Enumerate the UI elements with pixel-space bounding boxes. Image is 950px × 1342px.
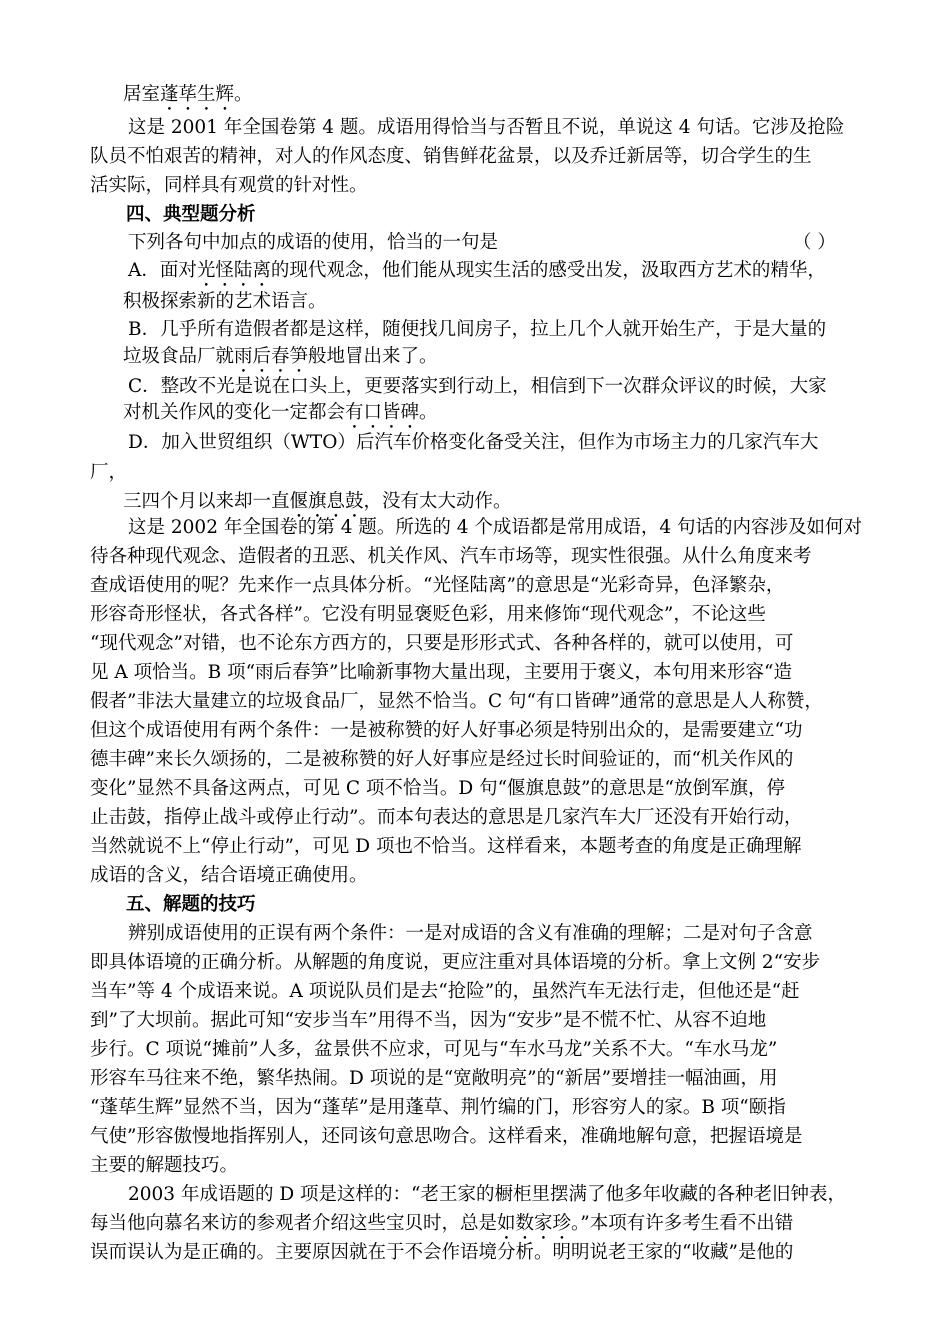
paragraph-line: 每当他向慕名来访的参观者介绍这些宝贝时，总是如数家珍。”本项有许多考生看不出错: [90, 1213, 794, 1234]
dotted-idiom: 有口皆碑: [345, 402, 420, 423]
paragraph-line: 形容奇形怪状，各式各样”。它没有明显褒贬色彩，用来修饰“现代观念”，不论这些: [90, 604, 766, 625]
option-line: A．面对光怪陆离的现代观念，他们能从现实生活的感受出发，汲取西方艺术的精华，: [128, 260, 826, 281]
paragraph-line: 见 A 项恰当。B 项“雨后春笋”比喻新事物大量出现，主要用于褒义，本句用来形容“造: [90, 662, 792, 683]
option-line: 垃圾食品厂就雨后春笋般地冒出来了。: [123, 346, 438, 367]
paragraph-line: 查成语使用的呢？先来作一点具体分析。“光怪陆离”的意思是“光彩奇异，色泽繁杂，: [90, 575, 785, 596]
paragraph-line: 假者”非法大量建立的垃圾食品厂，显然不恰当。C 句“有口皆碑”通常的意思是人人称赞，: [90, 691, 823, 712]
paragraph-line: 气使”形容傲慢地指挥别人，还同该句意思吻合。这样看来，准确地解句意，把握语境是: [90, 1126, 803, 1147]
paragraph-line: 即具体语境的正确分析。从解题的角度说，更应注重对具体语境的分析。拿上文例 2“安步: [90, 952, 821, 973]
paragraph-line: 误而误认为是正确的。主要原因就在于不会作语境分析。明明说老王家的“收藏”是他的: [90, 1242, 794, 1263]
paragraph-line: 活实际，同样具有观赏的针对性。: [90, 175, 368, 196]
option-line: D．加入世贸组织（WTO）后汽车价格变化备受关注，但作为市场主力的几家汽车大: [128, 432, 819, 453]
section-heading-typical-analysis: 四、典型题分析: [126, 204, 256, 225]
option-line: C．整改不光是说在口头上，更要落实到行动上，相信到下一次群众评议的时候，大家: [128, 376, 827, 397]
question-stem: 下列各句中加点的成语的使用，恰当的一句是: [128, 232, 499, 253]
dotted-idiom: 蓬荜生辉: [160, 84, 235, 105]
paragraph-line: 德丰碑”来长久颂扬的，二是被称赞的好人好事应是经过长时间验证的，而“机关作风的: [90, 749, 794, 770]
option-line: 积极探索新的艺术语言。: [123, 291, 327, 312]
paragraph-line: 队员不怕艰苦的精神，对人的作风态度、销售鲜花盆景，以及乔迁新居等，切合学生的生: [90, 146, 812, 167]
dotted-idiom: 如数家珍: [497, 1213, 572, 1234]
continuation-line: 居室蓬荜生辉。: [123, 84, 253, 105]
dotted-idiom: 雨后春笋: [234, 346, 309, 367]
dotted-idiom: 光怪陆离: [196, 260, 271, 281]
option-line: 对机关作风的变化一定都会有口皆碑。: [123, 402, 438, 423]
paragraph-line: 变化”显然不具备这两点，可见 C 项不恰当。D 句“偃旗息鼓”的意思是“放倒军旗，停: [90, 778, 785, 799]
paragraph-line: 这是 2001 年全国卷第 4 题。成语用得恰当与否暂且不说，单说这 4 句话。它涉及抢险: [128, 117, 845, 138]
paragraph-line: “蓬荜生辉”显然不当，因为“蓬荜”是用蓬草、荆竹编的门，形容穷人的家。B 项“颐指: [90, 1097, 786, 1118]
answer-blank: （ ）: [793, 232, 836, 253]
paragraph-line: 但这个成语使用有两个条件：一是被称赞的好人好事必须是特别出众的，是需要建立“功: [90, 720, 803, 741]
paragraph-line: 这是 2002 年全国卷的第 4 题。所选的 4 个成语都是常用成语，4 句话的内容涉及如何对: [128, 517, 863, 538]
paragraph-line: 步行。C 项说“摊前”人多，盆景供不应求，可见与“车水马龙”关系不大。“车水马龙”: [90, 1039, 778, 1060]
paragraph-line: 当车”等 4 个成语来说。A 项说队员们是去“抢险”的，虽然汽车无法行走，但他还是“赶: [90, 981, 800, 1002]
paragraph-line: 形容车马往来不绝，繁华热闹。D 项说的是“宽敞明亮”的“新居”要增挂一幅油画，用: [90, 1068, 778, 1089]
option-line: 厂，: [90, 462, 128, 483]
option-line: B．几乎所有造假者都是这样，随便找几间房子，拉上几个人就开始生产，于是大量的: [128, 319, 827, 340]
paragraph-line: 待各种现代观念、造假者的丑恶、机关作风、汽车市场等，现实性很强。从什么角度来考: [90, 546, 812, 567]
paragraph-line: 主要的解题技巧。: [90, 1155, 239, 1176]
dotted-idiom: 偃旗息鼓: [289, 491, 364, 512]
section-heading-solving-tips: 五、解题的技巧: [126, 894, 256, 915]
paragraph-line: 到”了大坝前。据此可知“安步当车”用得不当，因为“安步”是不慌不忙、从容不迫地: [90, 1010, 767, 1031]
paragraph-line: “现代观念”对错，也不论东方西方的，只要是形形式式、各种各样的，就可以使用，可: [90, 633, 794, 654]
paragraph-line: 辨别成语使用的正误有两个条件：一是对成语的含义有准确的理解；二是对句子含意: [128, 923, 813, 944]
paragraph-line: 止击鼓，指停止战斗或停止行动”。而本句表达的意思是几家汽车大厂还没有开始行动，: [90, 807, 803, 828]
paragraph-line: 成语的含义，结合语境正确使用。: [90, 865, 368, 886]
option-line: 三四个月以来却一直偃旗息鼓，没有太大动作。: [123, 491, 512, 512]
paragraph-line: 当然就说不上“停止行动”，可见 D 项也不恰当。这样看来，本题考查的角度是正确理解: [90, 836, 802, 857]
paragraph-line: 2003 年成语题的 D 项是这样的：“老王家的橱柜里摆满了他多年收藏的各种老旧钟表，: [128, 1184, 847, 1205]
